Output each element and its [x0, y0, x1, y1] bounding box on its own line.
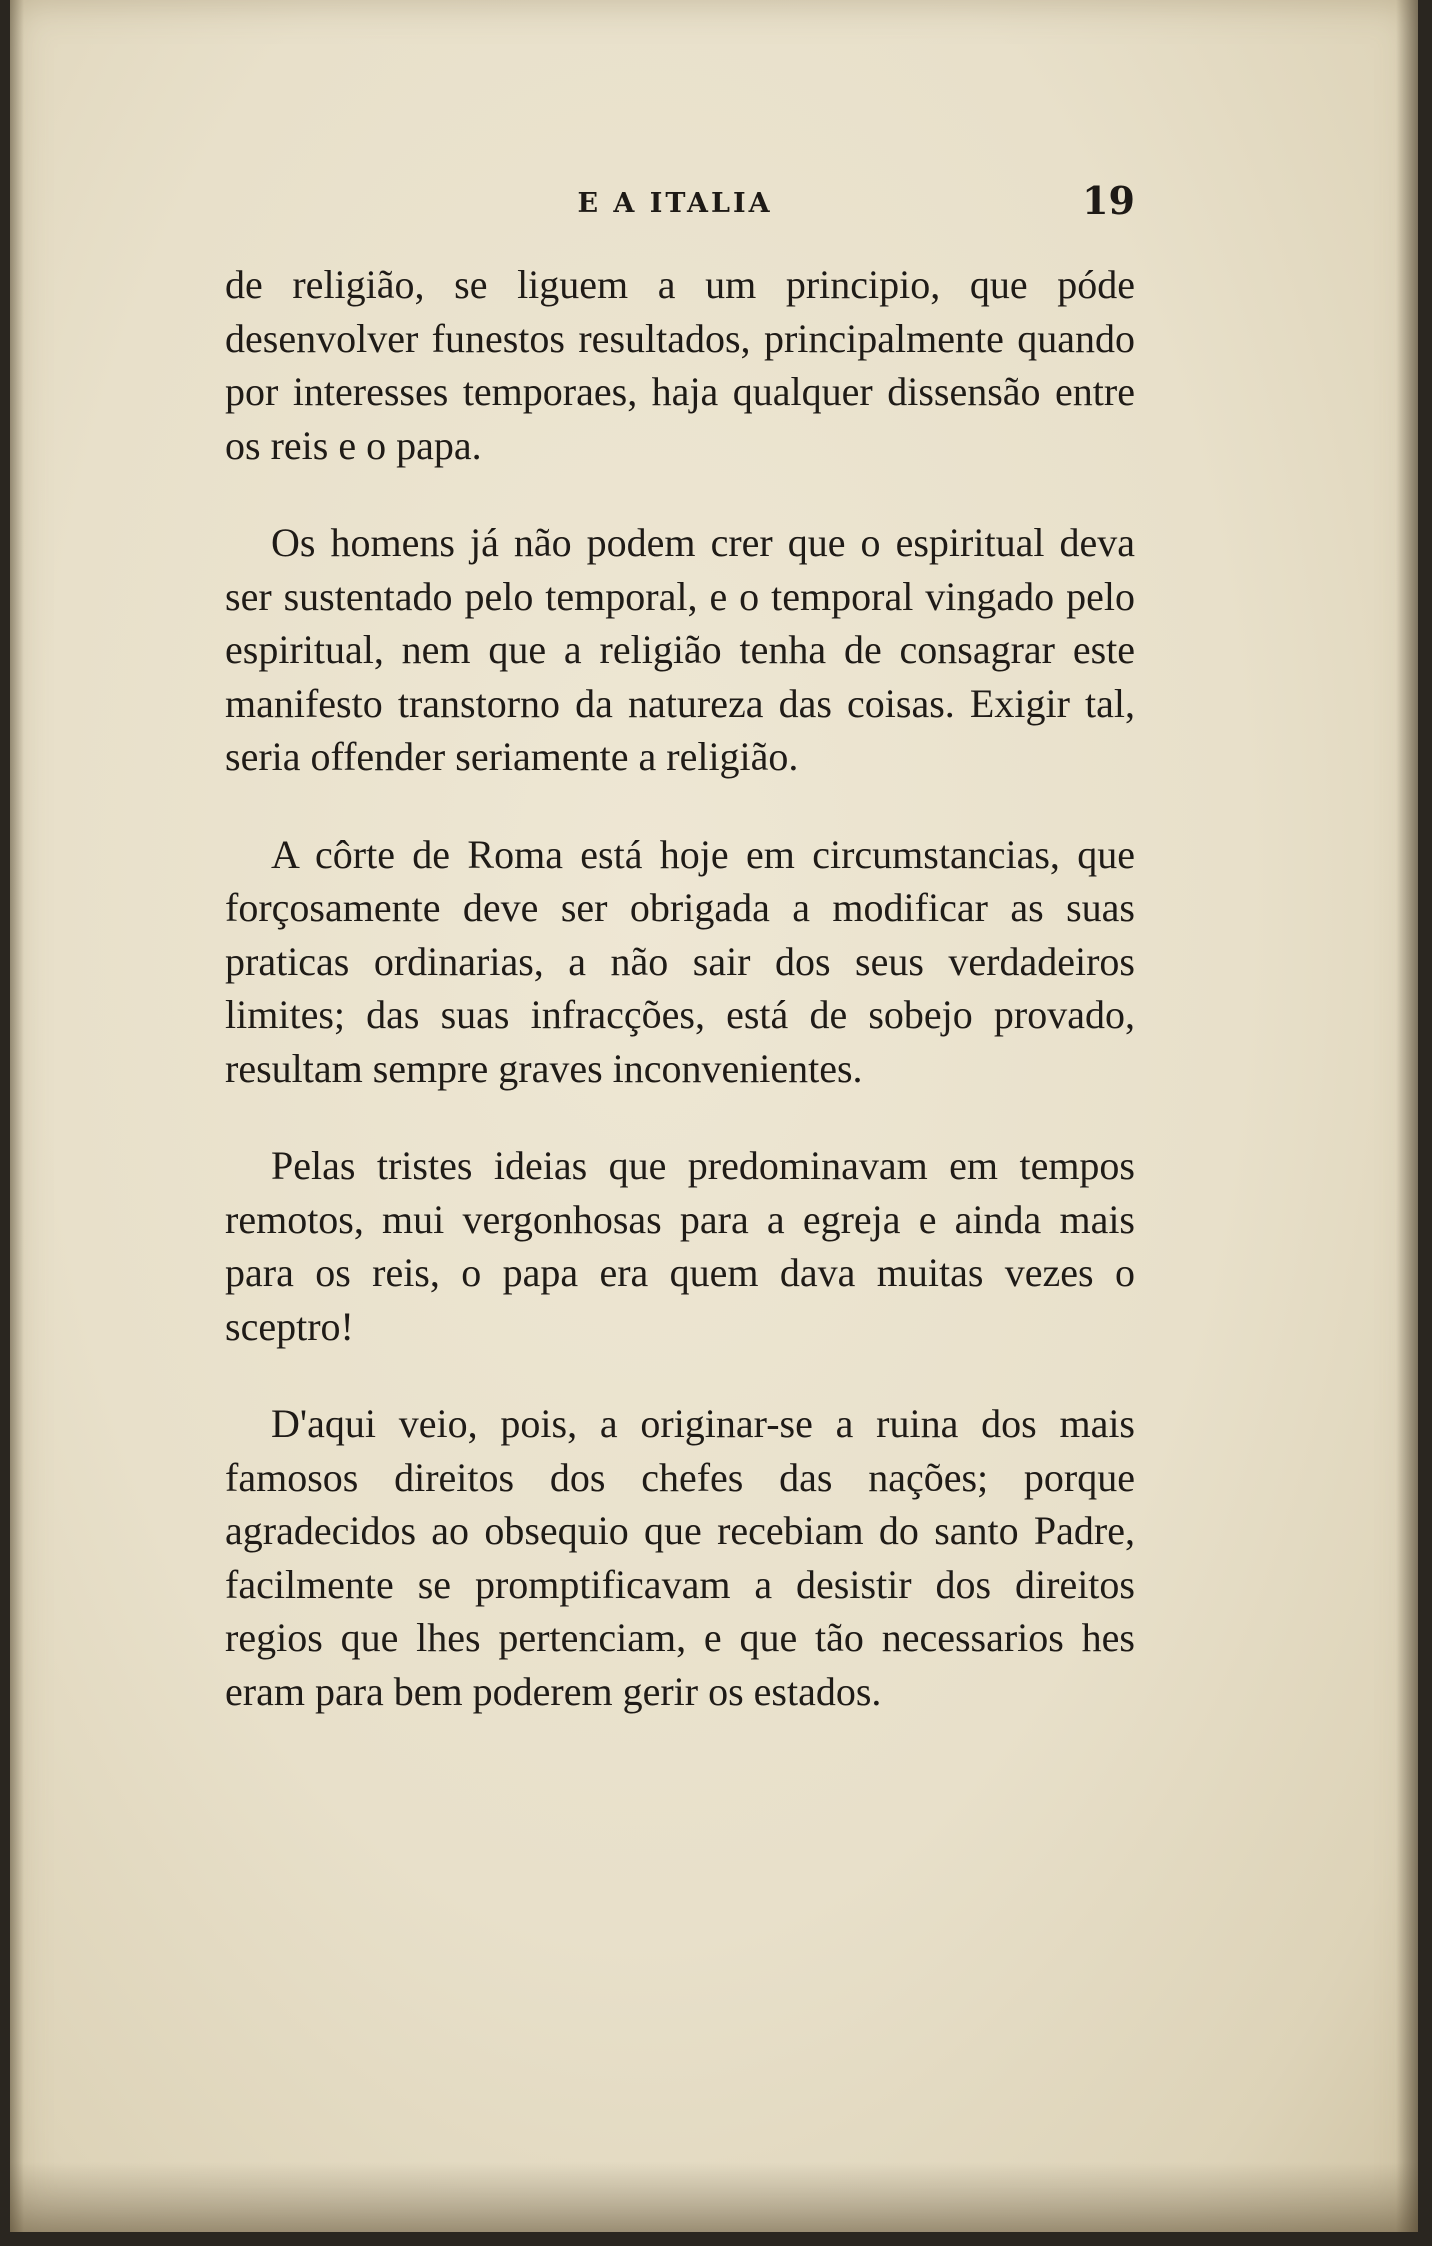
paragraph: D'aqui veio, pois, a originar-se a ruina dos mais famosos direitos dos chefes das nações; porque agradecidos ao obsequio que recebiam do santo Padre, facilmente se promptificavam a desistir dos direitos regios que lhes pertenciam, e que tão necessarios hes eram para bem poderem gerir os estados.	[225, 1401, 1135, 1714]
page-header	[215, 178, 1135, 238]
book-page	[10, 0, 1418, 2232]
running-head: E A ITALIA	[577, 188, 773, 219]
page-bottom-edge	[10, 2162, 1418, 2232]
paragraph: de religião, se liguem a um principio, que póde desenvolver funestos resultados, principalmente quando por interesses temporaes, haja qualquer dissensão entre os reis e o papa.	[225, 262, 1135, 468]
paragraph: Os homens já não podem crer que o espiritual deva ser sustentado pelo temporal, e o temporal vingado pelo espiritual, nem que a religião tenha de consagrar este manifesto transtorno da natureza das coisas. Exigir tal, seria offender seriamente a religião.	[225, 520, 1135, 779]
paragraph: A côrte de Roma está hoje em circumstancias, que forçosamente deve ser obrigada a modificar as suas praticas ordinarias, a não sair dos seus verdadeiros limites; das suas infracções, está de sobejo provado, resultam sempre graves inconvenientes.	[225, 831, 1135, 1091]
body-text	[225, 258, 1135, 1762]
paragraph: Pelas tristes ideias que predominavam em tempos remotos, mui vergonhosas para a egreja e ainda mais para os reis, o papa era quem dava muitas vezes o sceptro!	[225, 1143, 1135, 1349]
page-left-edge	[10, 0, 24, 2232]
page-number: 19	[1082, 178, 1135, 223]
page-right-edge	[1396, 0, 1418, 2232]
